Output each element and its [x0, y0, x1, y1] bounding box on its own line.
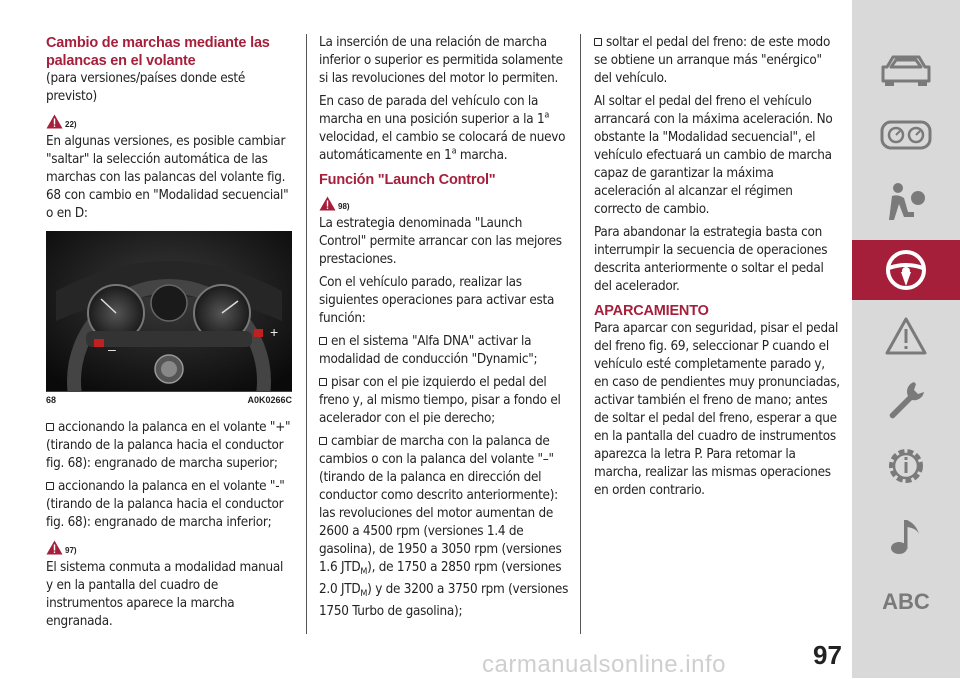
subscript: M	[360, 567, 368, 577]
warning-ref-22[interactable]	[46, 111, 292, 129]
column-2	[319, 34, 569, 626]
paragraph: La estrategia denominada "Launch Control" permite arrancar con las mejores prestaciones.	[319, 216, 562, 267]
paragraph: El sistema conmuta a modalidad manual y en la pantalla del cuadro de instrumentos aparece la marcha engranada.	[46, 560, 284, 629]
column-3	[594, 34, 840, 505]
text-run: En caso de parada del vehículo con la marcha en una posición superior a la 1	[319, 94, 545, 127]
bullet-item	[319, 374, 569, 428]
bullet-text: accionando la palanca en el volante "-" (tirando de la palanca hacia el conductor fig. 68): engranado de marcha inferior;	[46, 479, 285, 530]
column-divider	[306, 34, 307, 634]
section-heading-paddle-shift: Cambio de marchas mediante las palancas en el volante	[46, 35, 270, 69]
checkbox-bullet-icon	[594, 38, 602, 46]
sidebar-item-emergency[interactable]	[852, 370, 960, 430]
checkbox-bullet-icon	[319, 337, 327, 345]
wrench-icon	[884, 378, 928, 422]
bullet-item	[46, 478, 292, 532]
watermark: carmanualsonline.info	[482, 651, 726, 678]
column-1	[46, 34, 292, 636]
bullet-text: en el sistema "Alfa DNA" activar la modalidad de conducción "Dynamic";	[319, 334, 538, 367]
music-note-icon	[886, 514, 926, 558]
warning-ref-number: 98)	[338, 202, 350, 211]
paragraph: La inserción de una relación de marcha inferior o superior es permitida solamente si las revoluciones del motor lo permiten.	[319, 35, 563, 86]
paragraph: Para abandonar la estrategia basta con interrumpir la secuencia de operaciones descrita anteriormente o soltar el pedal del acelerador.	[594, 225, 828, 294]
sidebar-item-driving[interactable]	[852, 240, 960, 300]
sidebar-item-car[interactable]	[852, 40, 960, 100]
checkbox-bullet-icon	[319, 437, 327, 445]
paragraph: En algunas versiones, es posible cambiar "saltar" la selección automática de las marchas con las palancas del volante fig. 68 con cambio en "Modalidad secuencial" o en D:	[46, 134, 289, 221]
superscript: a	[451, 146, 457, 157]
figure-68-instrument-cluster	[46, 231, 292, 391]
bullet-text: accionando la palanca en el volante "+" (tirando de la palanca hacia el conductor fig. 68): engranado de marcha superior;	[46, 420, 291, 471]
warning-ref-98[interactable]	[319, 193, 569, 211]
car-icon	[879, 53, 933, 87]
figure-caption	[46, 391, 292, 405]
bullet-item	[594, 34, 840, 88]
paragraph: Al soltar el pedal del freno el vehículo arrancará con la máxima aceleración. No obstante la "Modalidad secuencial", el vehículo efectuará un cambio de marcha capaz de garantizar la máxima aceleración al alcanzar el régimen correcto de cambio.	[594, 94, 833, 217]
svg-text:–: –	[108, 341, 116, 357]
sidebar-item-safety[interactable]	[852, 172, 960, 232]
subscript: M	[360, 589, 368, 599]
figure-number: 68	[46, 395, 57, 405]
checkbox-bullet-icon	[319, 378, 327, 386]
superscript: a	[544, 110, 550, 121]
airbag-person-icon	[884, 180, 928, 224]
svg-text:+: +	[270, 324, 279, 340]
sidebar-item-maintenance[interactable]	[852, 436, 960, 496]
bullet-text: cambiar de marcha con la palanca de cambios o con la palanca del volante "–" (tirando de la palanca en dirección del conductor como descrito anteriormente): las revoluciones del motor aumentan de 2600 a 4500 rpm (versiones 1.4 de gasolina), de 1950 a 3050 rpm (versiones 1.6 JTD	[319, 434, 562, 575]
figure-code: A0K0266C	[247, 395, 292, 405]
sidebar-item-index[interactable]	[852, 572, 960, 632]
warning-ref-97[interactable]	[46, 537, 292, 555]
bullet-item	[319, 333, 569, 369]
paragraph: Con el vehículo parado, realizar las siguientes operaciones para activar esta función:	[319, 275, 555, 326]
warning-ref-number: 22)	[65, 120, 77, 129]
checkbox-bullet-icon	[46, 423, 54, 431]
bullet-text: ), de 1750 a 2850 rpm (versiones 2.0 JTD	[319, 560, 562, 597]
section-subheading: (para versiones/países donde esté previsto)	[46, 71, 246, 104]
paragraph: Para aparcar con seguridad, pisar el pedal del freno fig. 69, seleccionar P cuando el vehículo esté completamente parado y, en caso de pendientes muy pronunciadas, activar también el freno de mano; antes de soltar el pedal del freno, esperar a que en la pantalla del cuadro de instrumentos aparezca la letra P. Para retomar la marcha, realizar las mismas operaciones en orden contrario.	[594, 321, 840, 498]
bullet-text: soltar el pedal del freno: de este modo se obtiene un arranque más "enérgico" del vehículo.	[594, 35, 831, 86]
text-run: velocidad, el cambio se colocará de nuevo automáticamente en 1	[319, 130, 566, 163]
gear-info-icon	[884, 444, 928, 488]
bullet-text: pisar con el pie izquierdo el pedal del freno y, al mismo tiempo, pisar a fondo el acelerador con el pie derecho;	[319, 375, 561, 426]
chapter-sidebar	[852, 0, 960, 678]
instrument-cluster-image	[46, 231, 292, 391]
dashboard-icon	[879, 118, 933, 152]
warning-triangle-icon	[884, 316, 928, 356]
warning-triangle-icon	[46, 540, 63, 555]
paragraph	[319, 93, 569, 165]
warning-ref-number: 97)	[65, 546, 77, 555]
sidebar-item-multimedia[interactable]	[852, 506, 960, 566]
bullet-item	[46, 419, 292, 473]
bullet-item	[319, 433, 569, 621]
warning-triangle-icon	[46, 114, 63, 129]
section-heading-parking: APARCAMIENTO	[594, 303, 709, 319]
sidebar-item-dashboard[interactable]	[852, 105, 960, 165]
sidebar-item-warnings[interactable]	[852, 306, 960, 366]
steering-wheel-icon	[884, 248, 928, 292]
text-run: marcha.	[456, 148, 508, 163]
page-number: 97	[813, 640, 842, 670]
abc-index-label: ABC	[882, 589, 930, 614]
bullet-text: ) y de 3200 a 3750 rpm (versiones 1750 Turbo de gasolina);	[319, 582, 569, 619]
warning-triangle-icon	[319, 196, 336, 211]
column-divider	[580, 34, 581, 634]
checkbox-bullet-icon	[46, 482, 54, 490]
section-heading-launch-control: Función "Launch Control"	[319, 172, 496, 188]
